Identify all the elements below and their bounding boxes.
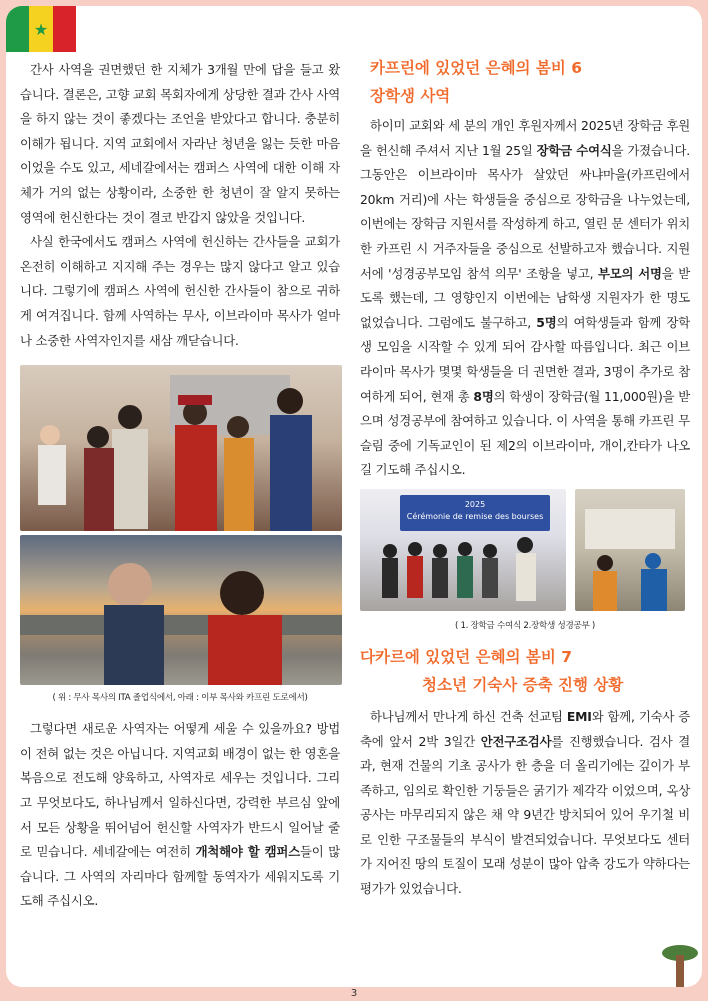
- photo-caption-right: ( 1. 장학금 수여식 2.장학생 성경공부 ): [455, 620, 595, 631]
- paragraph-dormitory: 하나님께서 만나게 하신 건축 선교팀 EMI와 함께, 기숙사 증축에 앞서 2박 3일간 안전구조검사를 진행했습니다. 검사 결과, 현재 건물의 기초 공사가 한 층을 더 올리기에는 깊이가 부족하고, 임의로 확인한 기둥들은 굵기가 제각각 이었으며, 옥상 공사는 마무리되지 않은 채 약 9년간 방치되어 있어 우기철 비로 인한 구조물들의 부식이 발견되었습니다. 무엇보다도 센터가 지어진 땅의 토질이 모래 성분이 많아 압축 강도가 약하다는 평가가 있었습니다.: [360, 708, 691, 897]
- graduation-photo: [20, 365, 342, 531]
- section-title-dormitory: 다카르에 있었던 은혜의 봄비 7 청소년 기숙사 증축 진행 상황: [360, 647, 624, 694]
- road-selfie-photo: [20, 535, 342, 685]
- paragraph-campus-ministry: 사실 한국에서도 캠퍼스 사역에 헌신하는 간사들을 교회가 온전히 이해하고 지지해 주는 경우는 많지 않다고 알고 있습니다. 그렇기에 캠퍼스 사역에 헌신한 간사들이 참으로 귀하게 여겨집니다. 함께 사역하는 무사, 이브라이마 목사가 얼마나 소중한 사역자인지를 새삼 깨닫습니다.: [20, 234, 340, 348]
- section-title-scholarship: 카프린에 있었던 은혜의 봄비 6 장학생 사역: [370, 59, 583, 105]
- baobab-tree-icon: [660, 941, 700, 987]
- paragraph-new-workers: 그렇다면 새로운 사역자는 어떻게 세울 수 있을까요? 방법이 전혀 없는 것은 아닙니다. 지역교회 배경이 없는 한 영혼을 복음으로 전도해 양육하고, 사역자로 세우는 것입니다. 그리고 무엇보다도, 하나님께서 일하신다면, 강력한 부르심 앞에서 모든 상황을 뛰어넘어 헌신할 사역자가 반드시 일어날 줄로 믿습니다. 세네갈에는 여전히 개척해야 할 캠퍼스들이 많습니다. 그 사역의 자리마다 함께할 동역자가 세워지도록 기도해 주십시오.: [20, 721, 340, 909]
- newsletter-page: [6, 6, 702, 987]
- page-number: 3: [350, 988, 358, 999]
- bible-study-photo: [575, 489, 685, 611]
- scholarship-ceremony-photo: [360, 489, 566, 611]
- photo-caption-left: ( 위 : 무사 목사의 ITA 졸업식에서, 아래 : 이부 목사와 카프린 도로에서): [52, 693, 308, 704]
- paragraph-scholarship: 하이미 교회와 세 분의 개인 후원자께서 2025년 장학금 후원을 헌신해 주셔서 지난 1월 25일 장학금 수여식을 가졌습니다. 그동안은 이브라이마 목사가 살았던 싸냐마을(카프린에서 20km 거리)에 사는 학생들을 중심으로 장학금을 나누었는데, 이번에는 장학금 지원서를 작성하게 하고, 열린 문 센터가 위치한 카프린 시 거주자들을 중심으로 선발하고자 했습니다. 지원서에 '성경공부모임 참석 의무' 조항을 넣고, 부모의 서명을 받도록 했는데, 그 영향인지 이번에는 남학생 지원자가 한 명도 없었습니다. 그럼에도 불구하고, 5명의 여학생들과 함께 장학생 모임을 시작할 수 있게 되어 감사할 따름입니다. 최근 이브라이마 목사가 몇몇 학생들을 더 권면한 결과, 3명이 추가로 참여하게 되어, 현재 총 8명의 학생이 장학금(월 11,000원)을 받으며 성경공부에 참여하고 있습니다. 이 사역을 통해 카프린 무슬림 중에 기독교인이 된 제2의 이브라이마, 개이,칸타가 나오길 기도해 주십시오.: [360, 118, 691, 478]
- scholarship-photos: [360, 489, 690, 615]
- left-column: [20, 58, 340, 914]
- senegal-flag-icon: ★: [6, 6, 76, 52]
- ceremony-banner: 2025 Cérémonie de remise des bourses: [400, 495, 550, 531]
- paragraph-response: 간사 사역을 권면했던 한 지체가 3개월 만에 답을 들고 왔습니다. 결론은, 고향 교회 목회자에게 상당한 결과 간사 사역을 하지 않는 것이 좋겠다는 조언을 받았다고 합니다. 충분히 이해가 됩니다. 지역 교회에서 자라난 청년을 잃는 듯한 마음이었을 수도 있고, 세네갈에서는 캠퍼스 사역에 대한 이해 자체가 거의 없는 상황이라, 소중한 한 청년이 잘 알지 못하는 영역에 헌신한다는 것이 결코 반갑지 않았을 것입니다.: [20, 62, 340, 225]
- right-column: [360, 54, 690, 902]
